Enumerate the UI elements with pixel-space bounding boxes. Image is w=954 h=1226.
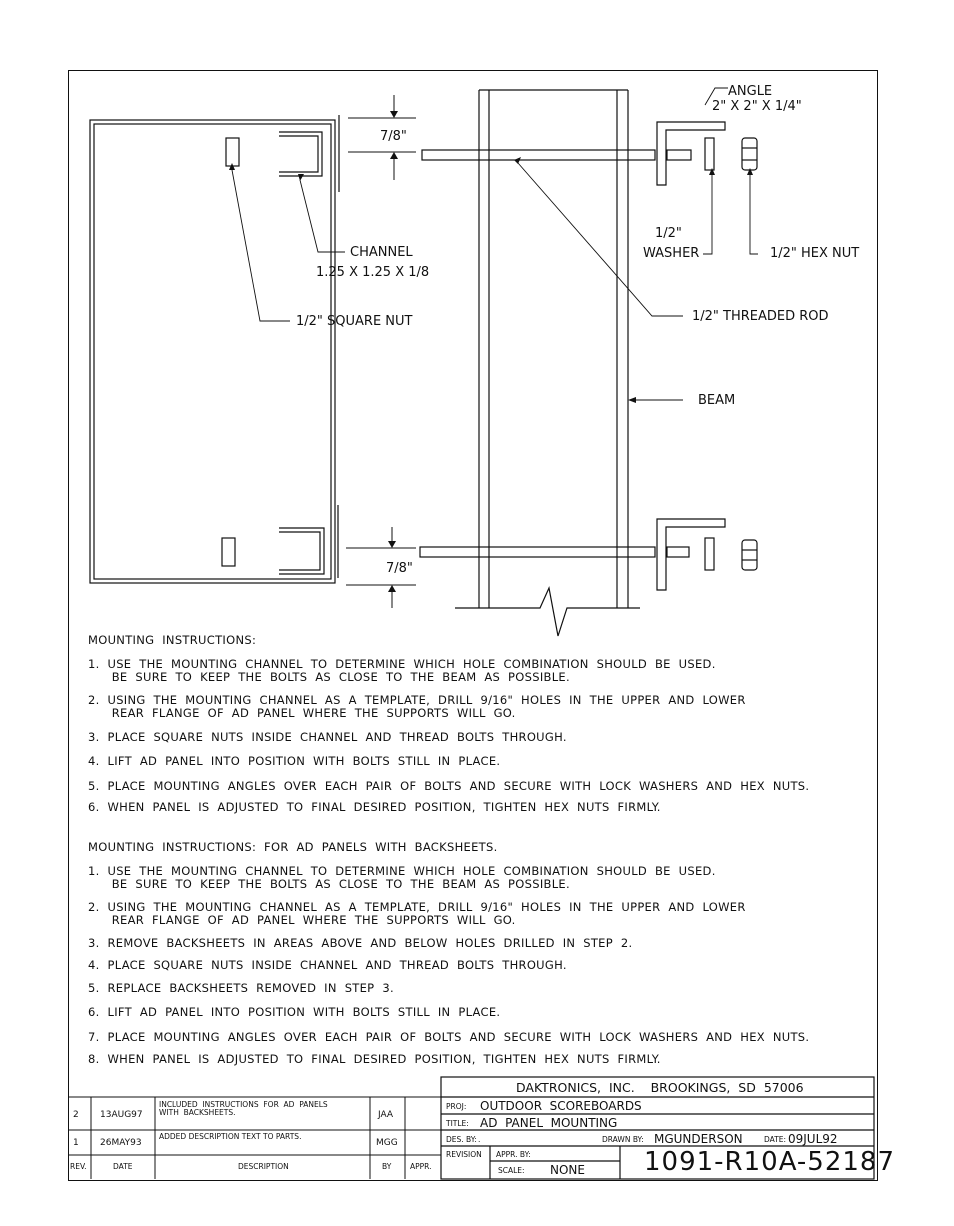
angle-size-label: 2" X 2" X 1/4" xyxy=(712,99,802,114)
revision-2-description: INCLUDED INSTRUCTIONS FOR AD PANELS WITH BACKSHEETS. xyxy=(159,1100,328,1117)
instruction-2-7: 7. PLACE MOUNTING ANGLES OVER EACH PAIR OF BOLTS AND SECURE WITH LOCK WASHERS AND HEX NUTS. xyxy=(88,1030,810,1044)
revision-2-date: 13AUG97 xyxy=(100,1110,143,1120)
instruction-1-5: 5. PLACE MOUNTING ANGLES OVER EACH PAIR OF BOLTS AND SECURE WITH LOCK WASHERS AND HEX NUTS. xyxy=(88,779,810,793)
washer-bottom xyxy=(705,538,714,570)
instruction-2-5: 5. REPLACE BACKSHEETS REMOVED IN STEP 3. xyxy=(88,981,394,995)
square-nut-top xyxy=(226,138,239,166)
square-nut-bottom xyxy=(222,538,235,566)
company-name: DAKTRONICS, INC. BROOKINGS, SD 57006 xyxy=(516,1080,804,1095)
drawing-title: AD PANEL MOUNTING xyxy=(480,1116,618,1130)
instructions-heading-1: MOUNTING INSTRUCTIONS: xyxy=(88,633,257,647)
des-by-label: DES. BY: xyxy=(446,1135,477,1144)
revision-1-date: 26MAY93 xyxy=(100,1138,142,1148)
threaded-rod-top xyxy=(422,150,691,160)
channel-label: CHANNEL xyxy=(350,245,413,260)
revision-1-rev: 1 xyxy=(73,1138,79,1148)
scale-label: SCALE: xyxy=(498,1166,525,1175)
channel-bottom xyxy=(279,505,338,578)
leader-lines xyxy=(232,88,758,400)
angle-label: ANGLE xyxy=(728,84,773,99)
rev-header: REV. xyxy=(70,1162,87,1171)
instruction-2-2: 2. USING THE MOUNTING CHANNEL AS A TEMPLATE, DRILL 9/16" HOLES IN THE UPPER AND LOWER REAR FLANGE OF AD PANEL WHERE THE SUPPORTS WILL GO. xyxy=(88,900,746,927)
instruction-2-8: 8. WHEN PANEL IS ADJUSTED TO FINAL DESIRED POSITION, TIGHTEN HEX NUTS FIRMLY. xyxy=(88,1052,661,1066)
square-nut-label: 1/2" SQUARE NUT xyxy=(296,314,413,329)
drawing-number: 1091-R10A-52187 xyxy=(644,1147,896,1177)
instruction-1-2: 2. USING THE MOUNTING CHANNEL AS A TEMPLATE, DRILL 9/16" HOLES IN THE UPPER AND LOWER REAR FLANGE OF AD PANEL WHERE THE SUPPORTS WILL GO. xyxy=(88,693,746,720)
dimension-top-label: 7/8" xyxy=(380,129,407,144)
instruction-1-4: 4. LIFT AD PANEL INTO POSITION WITH BOLTS STILL IN PLACE. xyxy=(88,754,501,768)
instruction-1-1: 1. USE THE MOUNTING CHANNEL TO DETERMINE WHICH HOLE COMBINATION SHOULD BE USED. BE SURE TO KEEP THE BOLTS AS CLOSE TO THE BEAM AS POSSIBLE. xyxy=(88,657,716,684)
instruction-2-6: 6. LIFT AD PANEL INTO POSITION WITH BOLTS STILL IN PLACE. xyxy=(88,1005,501,1019)
revision-label: REVISION xyxy=(446,1150,482,1159)
date-header: DATE xyxy=(113,1162,133,1171)
beam xyxy=(455,90,640,636)
des-by-value: . xyxy=(478,1135,481,1144)
project-name: OUTDOOR SCOREBOARDS xyxy=(480,1099,642,1113)
washer-label: WASHER xyxy=(643,246,700,261)
hex-nut-label: 1/2" HEX NUT xyxy=(770,246,860,261)
instruction-2-1: 1. USE THE MOUNTING CHANNEL TO DETERMINE WHICH HOLE COMBINATION SHOULD BE USED. BE SURE TO KEEP THE BOLTS AS CLOSE TO THE BEAM AS POSSIBLE. xyxy=(88,864,716,891)
instructions-heading-2: MOUNTING INSTRUCTIONS: FOR AD PANELS WITH BACKSHEETS. xyxy=(88,840,498,854)
date-label: DATE: xyxy=(764,1135,787,1144)
revision-2-by: JAA xyxy=(378,1110,394,1120)
instruction-1-3: 3. PLACE SQUARE NUTS INSIDE CHANNEL AND THREAD BOLTS THROUGH. xyxy=(88,730,567,744)
instruction-2-4: 4. PLACE SQUARE NUTS INSIDE CHANNEL AND THREAD BOLTS THROUGH. xyxy=(88,958,567,972)
proj-label: PROJ: xyxy=(446,1102,467,1111)
by-header: BY xyxy=(382,1162,392,1171)
ad-panel xyxy=(90,120,335,583)
appr-header: APPR. xyxy=(410,1162,432,1171)
threaded-rod-label: 1/2" THREADED ROD xyxy=(692,309,829,324)
description-header: DESCRIPTION xyxy=(238,1162,289,1171)
hex-nut-top xyxy=(742,138,757,170)
channel-size-label: 1.25 X 1.25 X 1/8 xyxy=(316,265,430,280)
appr-by-label: APPR. BY: xyxy=(496,1150,531,1159)
instruction-2-3: 3. REMOVE BACKSHEETS IN AREAS ABOVE AND BELOW HOLES DRILLED IN STEP 2. xyxy=(88,936,633,950)
date-value: 09JUL92 xyxy=(788,1132,838,1146)
drawn-by-value: MGUNDERSON xyxy=(654,1132,743,1146)
washer-top xyxy=(705,138,714,170)
channel-top xyxy=(279,115,339,192)
drawn-by-label: DRAWN BY: xyxy=(602,1135,644,1144)
washer-size-label: 1/2" xyxy=(655,226,682,241)
instruction-1-6: 6. WHEN PANEL IS ADJUSTED TO FINAL DESIRED POSITION, TIGHTEN HEX NUTS FIRMLY. xyxy=(88,800,661,814)
revision-1-by: MGG xyxy=(376,1138,398,1148)
hex-nut-bottom xyxy=(742,540,757,570)
title-label: TITLE: xyxy=(446,1119,469,1128)
dimension-bottom-label: 7/8" xyxy=(386,561,413,576)
scale-value: NONE xyxy=(550,1163,585,1177)
revision-2-rev: 2 xyxy=(73,1110,79,1120)
beam-label: BEAM xyxy=(698,393,736,408)
threaded-rod-bottom xyxy=(420,547,689,557)
revision-1-description: ADDED DESCRIPTION TEXT TO PARTS. xyxy=(159,1132,302,1141)
